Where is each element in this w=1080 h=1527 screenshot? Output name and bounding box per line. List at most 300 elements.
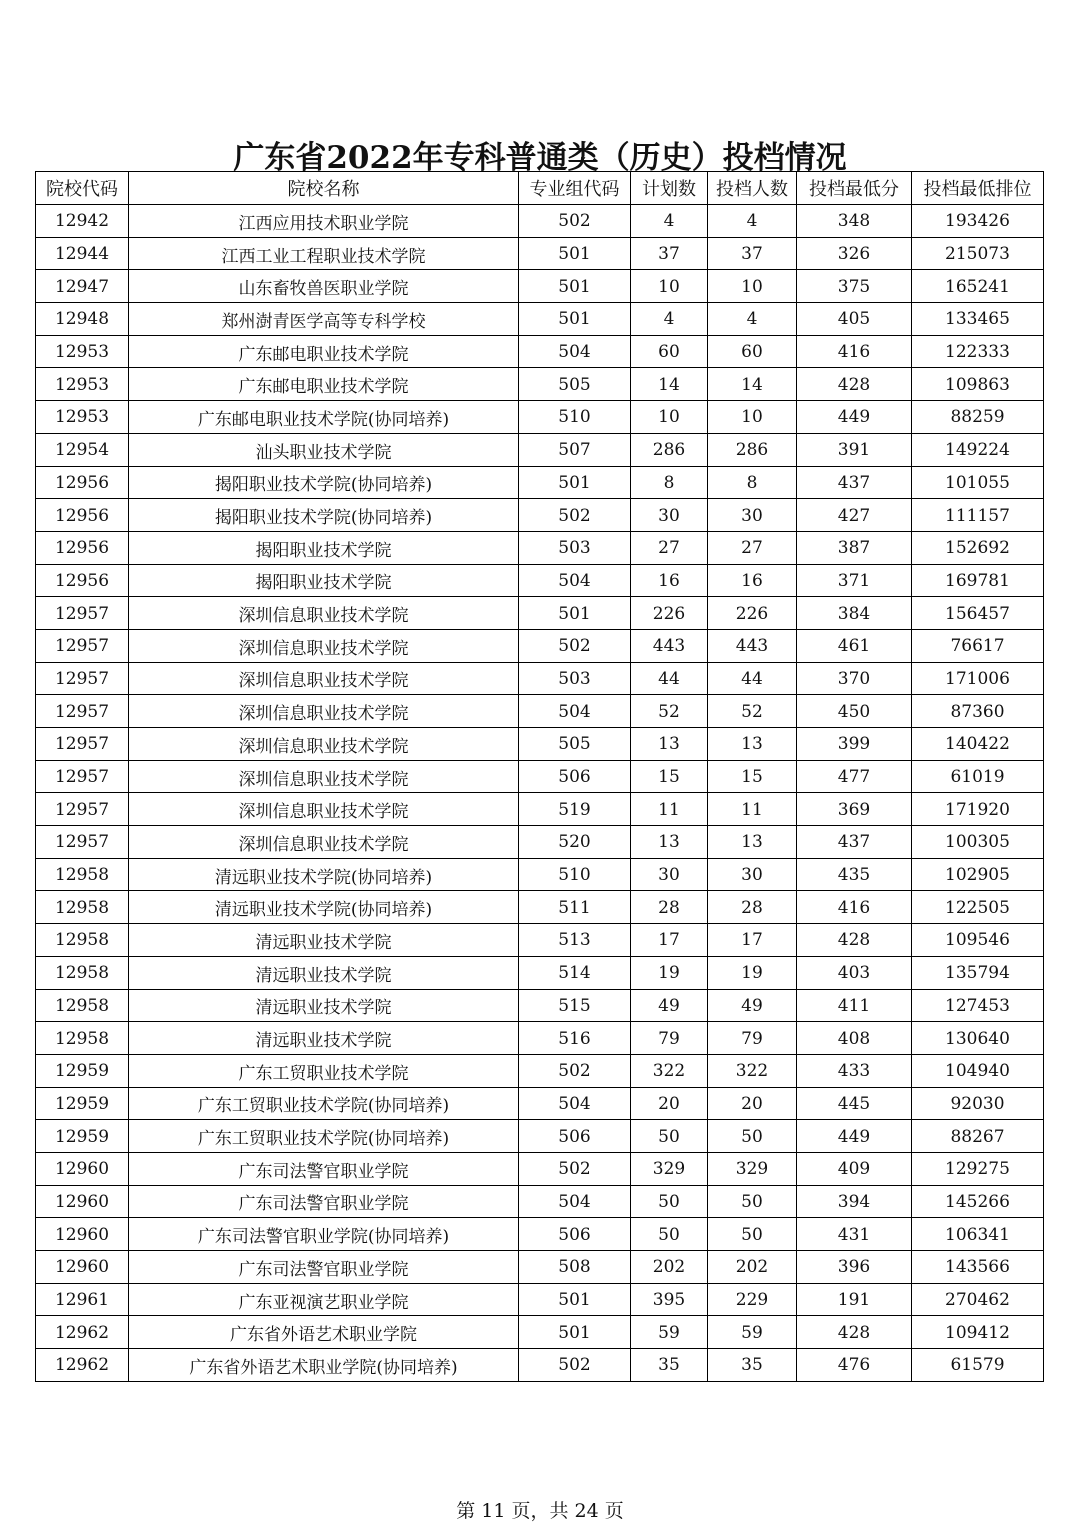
group-code-cell: 502 xyxy=(519,1152,631,1185)
min-rank-cell: 61019 xyxy=(912,760,1044,793)
admitted-count-cell: 79 xyxy=(708,1022,797,1055)
min-score-cell: 477 xyxy=(797,760,912,793)
min-rank-cell: 122333 xyxy=(912,335,1044,368)
table-row xyxy=(36,858,1044,891)
admitted-count-cell: 60 xyxy=(708,335,797,368)
school-code-cell: 12958 xyxy=(36,956,129,989)
page-number: 第 11 页，共 24 页 xyxy=(456,1500,624,1522)
school-name-cell: 揭阳职业技术学院 xyxy=(129,531,519,564)
min-score-cell: 428 xyxy=(797,368,912,401)
table-row xyxy=(36,205,1044,238)
min-score-cell: 416 xyxy=(797,891,912,924)
table-header-row xyxy=(36,172,1044,205)
admitted-count-cell: 50 xyxy=(708,1218,797,1251)
table-row xyxy=(36,1316,1044,1349)
school-code-cell: 12956 xyxy=(36,531,129,564)
min-rank-cell: 88259 xyxy=(912,401,1044,434)
min-rank-cell: 111157 xyxy=(912,499,1044,532)
min-score-cell: 191 xyxy=(797,1283,912,1316)
school-code-cell: 12957 xyxy=(36,629,129,662)
admitted-count-cell: 4 xyxy=(708,205,797,238)
min-rank-cell: 127453 xyxy=(912,989,1044,1022)
school-name-cell: 广东司法警官职业学院(协同培养) xyxy=(129,1218,519,1251)
plan-count-cell: 20 xyxy=(631,1087,708,1120)
min-score-cell: 375 xyxy=(797,270,912,303)
table-row xyxy=(36,401,1044,434)
school-code-cell: 12957 xyxy=(36,728,129,761)
plan-count-cell: 60 xyxy=(631,335,708,368)
plan-count-cell: 4 xyxy=(631,303,708,336)
min-rank-cell: 171006 xyxy=(912,662,1044,695)
plan-count-cell: 4 xyxy=(631,205,708,238)
school-name-cell: 广东省外语艺术职业学院(协同培养) xyxy=(129,1349,519,1382)
school-name-cell: 清远职业技术学院(协同培养) xyxy=(129,891,519,924)
plan-count-cell: 79 xyxy=(631,1022,708,1055)
school-name-cell: 揭阳职业技术学院 xyxy=(129,564,519,597)
min-rank-cell: 87360 xyxy=(912,695,1044,728)
school-name-cell: 广东省外语艺术职业学院 xyxy=(129,1316,519,1349)
plan-count-cell: 37 xyxy=(631,237,708,270)
table-row xyxy=(36,597,1044,630)
min-rank-cell: 129275 xyxy=(912,1152,1044,1185)
table-row xyxy=(36,629,1044,662)
group-code-cell: 501 xyxy=(519,466,631,499)
plan-count-cell: 11 xyxy=(631,793,708,826)
header-group-code: 专业组代码 xyxy=(519,172,631,205)
school-name-cell: 深圳信息职业技术学院 xyxy=(129,760,519,793)
group-code-cell: 510 xyxy=(519,401,631,434)
admitted-count-cell: 286 xyxy=(708,433,797,466)
min-score-cell: 435 xyxy=(797,858,912,891)
admitted-count-cell: 329 xyxy=(708,1152,797,1185)
header-plan-count: 计划数 xyxy=(631,172,708,205)
school-name-cell: 揭阳职业技术学院(协同培养) xyxy=(129,499,519,532)
admitted-count-cell: 229 xyxy=(708,1283,797,1316)
school-code-cell: 12958 xyxy=(36,891,129,924)
school-name-cell: 深圳信息职业技术学院 xyxy=(129,826,519,859)
group-code-cell: 504 xyxy=(519,1087,631,1120)
table-row xyxy=(36,924,1044,957)
admitted-count-cell: 44 xyxy=(708,662,797,695)
min-rank-cell: 169781 xyxy=(912,564,1044,597)
header-school-code: 院校代码 xyxy=(36,172,129,205)
table-row xyxy=(36,531,1044,564)
group-code-cell: 501 xyxy=(519,1316,631,1349)
min-score-cell: 387 xyxy=(797,531,912,564)
min-rank-cell: 143566 xyxy=(912,1251,1044,1284)
min-rank-cell: 145266 xyxy=(912,1185,1044,1218)
group-code-cell: 508 xyxy=(519,1251,631,1284)
school-name-cell: 江西工业工程职业技术学院 xyxy=(129,237,519,270)
min-rank-cell: 101055 xyxy=(912,466,1044,499)
min-rank-cell: 109412 xyxy=(912,1316,1044,1349)
school-code-cell: 12959 xyxy=(36,1087,129,1120)
table-row xyxy=(36,1349,1044,1382)
plan-count-cell: 202 xyxy=(631,1251,708,1284)
group-code-cell: 504 xyxy=(519,695,631,728)
min-score-cell: 437 xyxy=(797,466,912,499)
admitted-count-cell: 226 xyxy=(708,597,797,630)
school-code-cell: 12960 xyxy=(36,1152,129,1185)
page-title: 广东省2022年专科普通类（历史）投档情况 xyxy=(233,140,847,176)
min-score-cell: 405 xyxy=(797,303,912,336)
plan-count-cell: 49 xyxy=(631,989,708,1022)
min-rank-cell: 133465 xyxy=(912,303,1044,336)
min-score-cell: 450 xyxy=(797,695,912,728)
plan-count-cell: 10 xyxy=(631,401,708,434)
min-score-cell: 449 xyxy=(797,401,912,434)
group-code-cell: 502 xyxy=(519,205,631,238)
school-name-cell: 深圳信息职业技术学院 xyxy=(129,662,519,695)
school-code-cell: 12958 xyxy=(36,1022,129,1055)
min-score-cell: 461 xyxy=(797,629,912,662)
header-min-rank: 投档最低排位 xyxy=(912,172,1044,205)
min-rank-cell: 100305 xyxy=(912,826,1044,859)
school-code-cell: 12957 xyxy=(36,760,129,793)
table-row xyxy=(36,662,1044,695)
school-code-cell: 12957 xyxy=(36,695,129,728)
min-score-cell: 411 xyxy=(797,989,912,1022)
school-code-cell: 12960 xyxy=(36,1251,129,1284)
school-name-cell: 清远职业技术学院 xyxy=(129,989,519,1022)
min-score-cell: 437 xyxy=(797,826,912,859)
group-code-cell: 504 xyxy=(519,1185,631,1218)
plan-count-cell: 10 xyxy=(631,270,708,303)
admitted-count-cell: 19 xyxy=(708,956,797,989)
school-code-cell: 12953 xyxy=(36,401,129,434)
plan-count-cell: 28 xyxy=(631,891,708,924)
admitted-count-cell: 50 xyxy=(708,1120,797,1153)
table-row xyxy=(36,466,1044,499)
min-rank-cell: 92030 xyxy=(912,1087,1044,1120)
plan-count-cell: 30 xyxy=(631,499,708,532)
table-row xyxy=(36,695,1044,728)
plan-count-cell: 52 xyxy=(631,695,708,728)
school-code-cell: 12957 xyxy=(36,662,129,695)
school-code-cell: 12953 xyxy=(36,335,129,368)
school-code-cell: 12947 xyxy=(36,270,129,303)
school-name-cell: 深圳信息职业技术学院 xyxy=(129,597,519,630)
table-row xyxy=(36,1283,1044,1316)
header-admitted-count: 投档人数 xyxy=(708,172,797,205)
admitted-count-cell: 59 xyxy=(708,1316,797,1349)
min-rank-cell: 156457 xyxy=(912,597,1044,630)
school-name-cell: 广东亚视演艺职业学院 xyxy=(129,1283,519,1316)
school-code-cell: 12953 xyxy=(36,368,129,401)
table-row xyxy=(36,826,1044,859)
min-rank-cell: 106341 xyxy=(912,1218,1044,1251)
school-name-cell: 广东工贸职业技术学院 xyxy=(129,1054,519,1087)
table-row xyxy=(36,237,1044,270)
min-score-cell: 409 xyxy=(797,1152,912,1185)
school-name-cell: 深圳信息职业技术学院 xyxy=(129,695,519,728)
min-rank-cell: 215073 xyxy=(912,237,1044,270)
group-code-cell: 516 xyxy=(519,1022,631,1055)
group-code-cell: 501 xyxy=(519,597,631,630)
school-name-cell: 揭阳职业技术学院(协同培养) xyxy=(129,466,519,499)
table-row xyxy=(36,891,1044,924)
admitted-count-cell: 8 xyxy=(708,466,797,499)
admitted-count-cell: 443 xyxy=(708,629,797,662)
table-row xyxy=(36,989,1044,1022)
plan-count-cell: 15 xyxy=(631,760,708,793)
admitted-count-cell: 30 xyxy=(708,499,797,532)
table-row xyxy=(36,499,1044,532)
min-score-cell: 476 xyxy=(797,1349,912,1382)
min-score-cell: 427 xyxy=(797,499,912,532)
group-code-cell: 505 xyxy=(519,368,631,401)
group-code-cell: 501 xyxy=(519,1283,631,1316)
school-code-cell: 12958 xyxy=(36,858,129,891)
admitted-count-cell: 35 xyxy=(708,1349,797,1382)
group-code-cell: 501 xyxy=(519,237,631,270)
admitted-count-cell: 13 xyxy=(708,826,797,859)
school-code-cell: 12948 xyxy=(36,303,129,336)
group-code-cell: 503 xyxy=(519,662,631,695)
plan-count-cell: 329 xyxy=(631,1152,708,1185)
min-rank-cell: 102905 xyxy=(912,858,1044,891)
school-code-cell: 12956 xyxy=(36,499,129,532)
group-code-cell: 501 xyxy=(519,303,631,336)
admitted-count-cell: 15 xyxy=(708,760,797,793)
min-score-cell: 433 xyxy=(797,1054,912,1087)
school-name-cell: 清远职业技术学院 xyxy=(129,924,519,957)
school-name-cell: 广东司法警官职业学院 xyxy=(129,1251,519,1284)
plan-count-cell: 44 xyxy=(631,662,708,695)
min-score-cell: 403 xyxy=(797,956,912,989)
school-code-cell: 12954 xyxy=(36,433,129,466)
school-name-cell: 清远职业技术学院 xyxy=(129,956,519,989)
school-code-cell: 12959 xyxy=(36,1054,129,1087)
school-code-cell: 12960 xyxy=(36,1185,129,1218)
admitted-count-cell: 202 xyxy=(708,1251,797,1284)
school-name-cell: 清远职业技术学院 xyxy=(129,1022,519,1055)
min-score-cell: 348 xyxy=(797,205,912,238)
group-code-cell: 502 xyxy=(519,499,631,532)
plan-count-cell: 50 xyxy=(631,1120,708,1153)
school-code-cell: 12957 xyxy=(36,597,129,630)
admitted-count-cell: 14 xyxy=(708,368,797,401)
min-rank-cell: 109863 xyxy=(912,368,1044,401)
plan-count-cell: 14 xyxy=(631,368,708,401)
min-score-cell: 384 xyxy=(797,597,912,630)
school-code-cell: 12956 xyxy=(36,564,129,597)
plan-count-cell: 19 xyxy=(631,956,708,989)
plan-count-cell: 13 xyxy=(631,728,708,761)
min-rank-cell: 61579 xyxy=(912,1349,1044,1382)
admitted-count-cell: 322 xyxy=(708,1054,797,1087)
min-score-cell: 428 xyxy=(797,1316,912,1349)
admitted-count-cell: 27 xyxy=(708,531,797,564)
school-name-cell: 汕头职业技术学院 xyxy=(129,433,519,466)
school-name-cell: 深圳信息职业技术学院 xyxy=(129,629,519,662)
group-code-cell: 511 xyxy=(519,891,631,924)
group-code-cell: 510 xyxy=(519,858,631,891)
admitted-count-cell: 37 xyxy=(708,237,797,270)
min-score-cell: 396 xyxy=(797,1251,912,1284)
school-code-cell: 12960 xyxy=(36,1218,129,1251)
school-name-cell: 江西应用技术职业学院 xyxy=(129,205,519,238)
table-row xyxy=(36,1251,1044,1284)
school-name-cell: 广东工贸职业技术学院(协同培养) xyxy=(129,1087,519,1120)
plan-count-cell: 50 xyxy=(631,1185,708,1218)
table-row xyxy=(36,1152,1044,1185)
school-code-cell: 12961 xyxy=(36,1283,129,1316)
min-rank-cell: 135794 xyxy=(912,956,1044,989)
min-score-cell: 428 xyxy=(797,924,912,957)
table-row xyxy=(36,368,1044,401)
min-rank-cell: 88267 xyxy=(912,1120,1044,1153)
admitted-count-cell: 52 xyxy=(708,695,797,728)
plan-count-cell: 50 xyxy=(631,1218,708,1251)
school-name-cell: 广东工贸职业技术学院(协同培养) xyxy=(129,1120,519,1153)
school-code-cell: 12962 xyxy=(36,1316,129,1349)
plan-count-cell: 17 xyxy=(631,924,708,957)
school-name-cell: 广东邮电职业技术学院(协同培养) xyxy=(129,401,519,434)
school-code-cell: 12958 xyxy=(36,989,129,1022)
school-code-cell: 12956 xyxy=(36,466,129,499)
group-code-cell: 515 xyxy=(519,989,631,1022)
admitted-count-cell: 16 xyxy=(708,564,797,597)
school-code-cell: 12957 xyxy=(36,793,129,826)
min-score-cell: 369 xyxy=(797,793,912,826)
min-rank-cell: 149224 xyxy=(912,433,1044,466)
table-body xyxy=(36,205,1044,1382)
table-row xyxy=(36,564,1044,597)
min-rank-cell: 130640 xyxy=(912,1022,1044,1055)
group-code-cell: 513 xyxy=(519,924,631,957)
table-row xyxy=(36,1185,1044,1218)
school-code-cell: 12959 xyxy=(36,1120,129,1153)
table-row xyxy=(36,335,1044,368)
table-row xyxy=(36,1120,1044,1153)
min-score-cell: 394 xyxy=(797,1185,912,1218)
table-row xyxy=(36,1054,1044,1087)
admitted-count-cell: 30 xyxy=(708,858,797,891)
admitted-count-cell: 28 xyxy=(708,891,797,924)
school-code-cell: 12942 xyxy=(36,205,129,238)
min-rank-cell: 122505 xyxy=(912,891,1044,924)
school-code-cell: 12962 xyxy=(36,1349,129,1382)
school-name-cell: 广东司法警官职业学院 xyxy=(129,1152,519,1185)
group-code-cell: 505 xyxy=(519,728,631,761)
school-name-cell: 广东邮电职业技术学院 xyxy=(129,368,519,401)
min-score-cell: 399 xyxy=(797,728,912,761)
group-code-cell: 504 xyxy=(519,335,631,368)
plan-count-cell: 395 xyxy=(631,1283,708,1316)
header-min-score: 投档最低分 xyxy=(797,172,912,205)
school-name-cell: 深圳信息职业技术学院 xyxy=(129,793,519,826)
min-rank-cell: 140422 xyxy=(912,728,1044,761)
table-row xyxy=(36,956,1044,989)
admitted-count-cell: 4 xyxy=(708,303,797,336)
min-score-cell: 370 xyxy=(797,662,912,695)
table-row xyxy=(36,728,1044,761)
table-row xyxy=(36,1022,1044,1055)
school-name-cell: 郑州澍青医学高等专科学校 xyxy=(129,303,519,336)
group-code-cell: 503 xyxy=(519,531,631,564)
group-code-cell: 514 xyxy=(519,956,631,989)
group-code-cell: 502 xyxy=(519,629,631,662)
admitted-count-cell: 13 xyxy=(708,728,797,761)
group-code-cell: 507 xyxy=(519,433,631,466)
min-score-cell: 371 xyxy=(797,564,912,597)
school-name-cell: 广东邮电职业技术学院 xyxy=(129,335,519,368)
table-row xyxy=(36,793,1044,826)
group-code-cell: 506 xyxy=(519,1218,631,1251)
table-row xyxy=(36,270,1044,303)
group-code-cell: 506 xyxy=(519,760,631,793)
group-code-cell: 501 xyxy=(519,270,631,303)
school-code-cell: 12957 xyxy=(36,826,129,859)
plan-count-cell: 286 xyxy=(631,433,708,466)
table-row xyxy=(36,760,1044,793)
school-code-cell: 12944 xyxy=(36,237,129,270)
admitted-count-cell: 10 xyxy=(708,270,797,303)
admitted-count-cell: 17 xyxy=(708,924,797,957)
plan-count-cell: 16 xyxy=(631,564,708,597)
school-name-cell: 深圳信息职业技术学院 xyxy=(129,728,519,761)
group-code-cell: 504 xyxy=(519,564,631,597)
min-score-cell: 449 xyxy=(797,1120,912,1153)
table-row xyxy=(36,433,1044,466)
min-score-cell: 431 xyxy=(797,1218,912,1251)
school-code-cell: 12958 xyxy=(36,924,129,957)
min-score-cell: 445 xyxy=(797,1087,912,1120)
plan-count-cell: 226 xyxy=(631,597,708,630)
plan-count-cell: 27 xyxy=(631,531,708,564)
plan-count-cell: 8 xyxy=(631,466,708,499)
min-rank-cell: 270462 xyxy=(912,1283,1044,1316)
plan-count-cell: 13 xyxy=(631,826,708,859)
min-score-cell: 416 xyxy=(797,335,912,368)
group-code-cell: 519 xyxy=(519,793,631,826)
table-row xyxy=(36,303,1044,336)
table-row xyxy=(36,1087,1044,1120)
school-name-cell: 清远职业技术学院(协同培养) xyxy=(129,858,519,891)
group-code-cell: 506 xyxy=(519,1120,631,1153)
school-name-cell: 广东司法警官职业学院 xyxy=(129,1185,519,1218)
min-score-cell: 408 xyxy=(797,1022,912,1055)
min-rank-cell: 104940 xyxy=(912,1054,1044,1087)
plan-count-cell: 59 xyxy=(631,1316,708,1349)
plan-count-cell: 322 xyxy=(631,1054,708,1087)
plan-count-cell: 443 xyxy=(631,629,708,662)
min-rank-cell: 193426 xyxy=(912,205,1044,238)
header-school-name: 院校名称 xyxy=(129,172,519,205)
admitted-count-cell: 20 xyxy=(708,1087,797,1120)
min-rank-cell: 109546 xyxy=(912,924,1044,957)
min-rank-cell: 152692 xyxy=(912,531,1044,564)
plan-count-cell: 30 xyxy=(631,858,708,891)
school-name-cell: 山东畜牧兽医职业学院 xyxy=(129,270,519,303)
group-code-cell: 502 xyxy=(519,1349,631,1382)
admitted-count-cell: 49 xyxy=(708,989,797,1022)
admission-table xyxy=(35,171,1044,1382)
plan-count-cell: 35 xyxy=(631,1349,708,1382)
min-rank-cell: 165241 xyxy=(912,270,1044,303)
table-row xyxy=(36,1218,1044,1251)
min-score-cell: 326 xyxy=(797,237,912,270)
admitted-count-cell: 50 xyxy=(708,1185,797,1218)
group-code-cell: 502 xyxy=(519,1054,631,1087)
min-score-cell: 391 xyxy=(797,433,912,466)
group-code-cell: 520 xyxy=(519,826,631,859)
min-rank-cell: 171920 xyxy=(912,793,1044,826)
admitted-count-cell: 10 xyxy=(708,401,797,434)
admitted-count-cell: 11 xyxy=(708,793,797,826)
min-rank-cell: 76617 xyxy=(912,629,1044,662)
